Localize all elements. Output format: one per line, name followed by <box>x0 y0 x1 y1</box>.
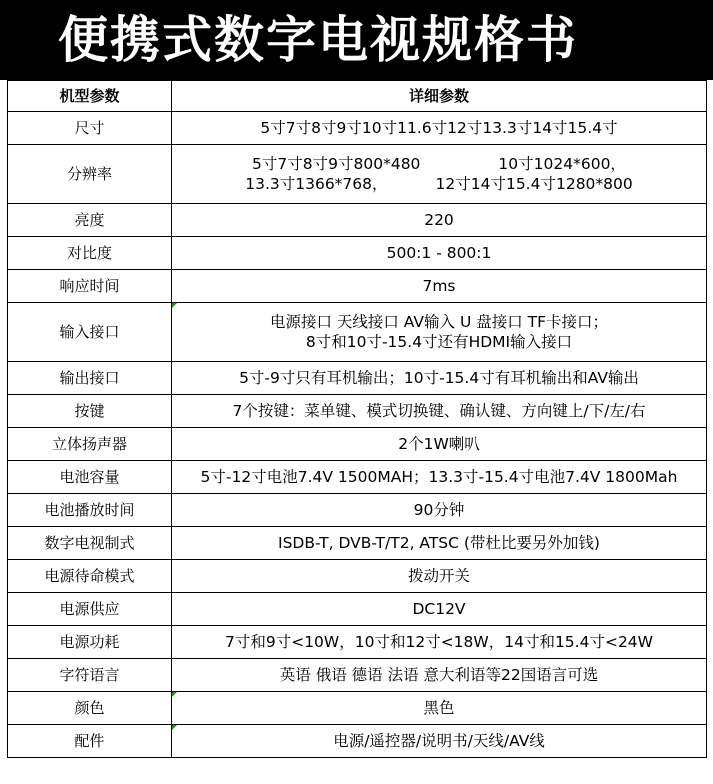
table-row <box>8 428 707 461</box>
row-label: 电源功耗 <box>8 626 172 659</box>
table-row <box>8 112 707 145</box>
row-value: 7个按键：菜单键、模式切换键、确认键、方向键上/下/左/右 <box>172 395 707 428</box>
table-row <box>8 362 707 395</box>
row-value <box>172 145 707 204</box>
value-line: 8寸和10寸-15.4寸还有HDMI输入接口 <box>305 333 573 351</box>
value-segment: 13.3寸1366*768， <box>245 175 388 193</box>
row-label: 颜色 <box>8 692 172 725</box>
row-label: 亮度 <box>8 204 172 237</box>
row-value: 拨动开关 <box>172 560 707 593</box>
comment-marker <box>172 725 177 730</box>
row-value: 7ms <box>172 270 707 303</box>
header-param: 机型参数 <box>8 81 172 112</box>
comment-marker <box>172 303 177 308</box>
header-detail: 详细参数 <box>172 81 707 112</box>
row-value: 5寸-9寸只有耳机输出；10寸-15.4寸有耳机输出和AV输出 <box>172 362 707 395</box>
table-row <box>8 395 707 428</box>
row-label: 电池播放时间 <box>8 494 172 527</box>
table-row <box>8 204 707 237</box>
table-row <box>8 725 707 758</box>
row-value: 220 <box>172 204 707 237</box>
table-row <box>8 270 707 303</box>
row-value <box>172 692 707 725</box>
row-label: 电池容量 <box>8 461 172 494</box>
table-row <box>8 237 707 270</box>
page-title: 便携式数字电视规格书 <box>0 0 713 80</box>
row-value: 500:1 - 800:1 <box>172 237 707 270</box>
row-label: 响应时间 <box>8 270 172 303</box>
table-row <box>8 560 707 593</box>
row-label: 按键 <box>8 395 172 428</box>
row-value <box>172 725 707 758</box>
table-row <box>8 692 707 725</box>
row-value <box>172 303 707 362</box>
table-row <box>8 527 707 560</box>
row-label: 配件 <box>8 725 172 758</box>
value-text: 电源/遥控器/说明书/天线/AV线 <box>333 732 545 750</box>
row-label: 尺寸 <box>8 112 172 145</box>
row-label: 立体扬声器 <box>8 428 172 461</box>
table-row <box>8 659 707 692</box>
table-row <box>8 494 707 527</box>
row-value: ISDB-T, DVB-T/T2, ATSC (带杜比要另外加钱) <box>172 527 707 560</box>
value-segment: 10寸1024*600， <box>498 155 626 173</box>
row-label: 电源供应 <box>8 593 172 626</box>
spec-table <box>7 80 707 758</box>
value-segment: 5寸7寸8寸9寸800*480 <box>252 155 421 173</box>
value-segment: 12寸14寸15.4寸1280*800 <box>435 175 633 193</box>
row-label: 电源待命模式 <box>8 560 172 593</box>
table-row <box>8 461 707 494</box>
row-label: 分辨率 <box>8 145 172 204</box>
table-row <box>8 145 707 204</box>
row-value: 5寸-12寸电池7.4V 1500MAH；13.3寸-15.4寸电池7.4V 1800Mah <box>172 461 707 494</box>
row-label: 数字电视制式 <box>8 527 172 560</box>
value-line: 电源接口 天线接口 AV输入 U 盘接口 TF卡接口； <box>269 313 609 331</box>
row-label: 对比度 <box>8 237 172 270</box>
table-header-row <box>8 81 707 112</box>
row-label: 字符语言 <box>8 659 172 692</box>
table-row <box>8 626 707 659</box>
row-value: 7寸和9寸<10W，10寸和12寸<18W，14寸和15.4寸<24W <box>172 626 707 659</box>
row-value: 2个1W喇叭 <box>172 428 707 461</box>
row-label: 输出接口 <box>8 362 172 395</box>
table-row <box>8 593 707 626</box>
row-value: DC12V <box>172 593 707 626</box>
comment-marker <box>172 692 177 697</box>
row-label: 输入接口 <box>8 303 172 362</box>
row-value: 英语 俄语 德语 法语 意大利语等22国语言可选 <box>172 659 707 692</box>
value-text: 黑色 <box>423 699 455 717</box>
table-row <box>8 303 707 362</box>
row-value: 5寸7寸8寸9寸10寸11.6寸12寸13.3寸14寸15.4寸 <box>172 112 707 145</box>
row-value: 90分钟 <box>172 494 707 527</box>
